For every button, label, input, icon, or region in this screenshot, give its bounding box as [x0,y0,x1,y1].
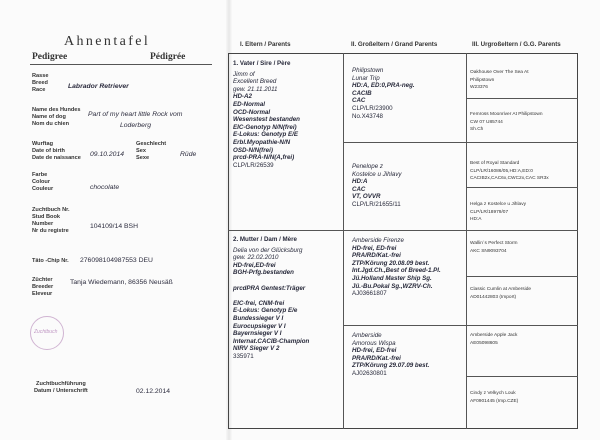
registry-signature-label: Zuchtbuchführung Datum / Unterschrift [34,381,88,394]
dam-health-line: HD-frei,ED-frei [233,261,276,269]
great-grandparent-line: Cindy z Velkych Louk [470,391,516,396]
grandparent-registration-line: AJ02630801 [352,369,387,377]
colour-value: chocolate [90,184,120,191]
great-grandparent-line: Helga z Kostelce u Jihlavy [470,202,526,207]
grandparent-cell [352,237,441,298]
sire-health-lines [233,93,300,161]
great-grandparent-line: Sh.Ch [470,127,484,133]
dam-health-line [233,292,309,300]
sire-health-line: prcd-PRA-N/N(A,frei) [233,154,295,162]
dam-health-line: BGH-Prfg.bestanden [233,269,294,277]
great-grandparent-line: Classic Cumlin at Amberside [470,287,532,292]
divider-ggp-5 [466,276,578,277]
breeder-label: Züchter Breeder Eleveur [32,277,54,297]
dog-name-value-line1: Part of my heart little Rock vom [88,111,183,118]
grandparent-title-line: Jü.-Bu.Pokal Sg.,WZRV-Ch. [352,282,433,290]
dam-health-line: EIC-frei, CNM-frei [233,299,285,307]
divider-grandparents-ggparents [466,53,467,429]
great-grandparent-cell [470,161,549,184]
chip-label: Täto -Chip Nr. [32,258,69,264]
great-grandparent-cell [470,112,543,135]
divider-gp-1 [343,142,578,143]
document-title: Ahnentafel [64,34,151,49]
header-grandparents: II. Großeltern / Grand Parents [351,41,438,48]
breeder-value: Tanja Wiedemann, 86356 Neusäß [70,279,173,286]
grandparent-title-line: Int.Jgd.Ch.,Best of Breed-1.Pl. [352,267,441,275]
great-grandparent-line: W23376 [470,85,488,91]
great-grandparent-line: CACIB2x,CAC6x,CWC2x,CAC SR3x [470,176,549,182]
great-grandparent-line: CW 07 U85744 [470,119,503,125]
divider-sire-dam [228,230,578,231]
great-grandparent-line: HD:A [470,217,482,223]
divider-ggp-1 [466,98,578,99]
great-grandparent-cell [470,202,526,225]
grandparent-name-line: Kostelce u Jihlavy [352,170,402,178]
grandparent-title-line: Jü.Holland Master Ship Sg. [352,274,432,282]
dam-health-line: Bundessieger V I [233,314,284,322]
dam-name-line: gew. 22.02.2010 [233,254,279,262]
pedigree-label-de: Pedigree [32,52,68,62]
grandparent-title-line: PRA/RD/Kat.-frei [352,354,401,362]
great-grandparent-cell [470,70,529,93]
dam-cell [233,236,309,361]
sire-name-lines [233,71,300,94]
chip-value: 276098104987553 DEU [80,257,153,264]
dog-name-label: Name des Hundes Name of dog Nom du chien [32,107,81,127]
grandparent-title-line: ZTP/Körung 20.08.09 best. [352,259,430,267]
dam-health-line: NIRV Sieger V 2 [233,345,280,353]
grandparent-title-line: HD:A [352,178,368,186]
sire-name-line: Excellent Breed [233,78,277,86]
dam-health-line: Bayernsieger V I [233,330,282,338]
dam-health-line [233,277,309,285]
grandparent-title-line: HD:A, ED:0,PRA-neg. [352,82,415,90]
birth-date-value: 09.10.2014 [90,151,125,158]
grandparent-cell [352,163,402,209]
sire-name-line: gew. 21.11.2011 [233,85,278,93]
sire-name-line: Jimm of [233,70,255,78]
grandparent-name-line: Philipstown [352,67,384,74]
registry-date-value: 02.12.2014 [136,388,171,395]
pedigree-label-fr: Pédigrée [150,52,186,62]
title-underline [30,64,212,65]
sire-health-line: Wesenstest bestanden [233,116,300,124]
great-grandparent-cell [470,391,518,406]
grandparent-name-line: Lunar Trip [352,74,380,82]
great-grandparent-line: AF0901445 (Imp.CZE) [470,398,519,404]
dog-name-value-line2: Loderberg [120,122,151,129]
divider-gp-3 [343,325,578,326]
great-grandparent-line: AKC SN9093704 [470,248,507,254]
great-grandparent-line: AD01442803 (Import) [470,294,517,300]
grandparent-registration-line: CLP/LR/21655/11 [352,200,401,208]
breed-club-stamp [30,316,64,350]
header-parents: I. Eltern / Parents [240,41,291,48]
header-ggparents: III. Urgroßeltern / G.G. Parents [472,41,561,48]
dam-registration: 335971 [233,352,254,360]
sire-health-line: EIC-Genotyp N/N(frei) [233,123,297,131]
dam-health-line: E-Lokus: Genotyp E/e [233,307,298,315]
birth-date-label: Wurftag Date of birth Date de naissance [32,141,81,161]
colour-label: Farbe Colour Couleur [32,172,54,192]
great-grandparent-cell [470,333,517,348]
great-grandparent-line: Amberside Apple Jack [470,333,518,338]
grandparent-title-line: CAC [352,97,366,105]
sire-health-line: OSD-N/N(frei) [233,146,273,154]
sire-cell [233,60,300,169]
great-grandparent-cell [470,287,531,302]
great-grandparent-line: Femross Moonriver At Philipstown [470,112,543,117]
studbook-value: 104109/14 BSH [90,223,138,230]
great-grandparent-line: Best of Royal Standard [470,161,520,166]
dam-name-lines [233,247,309,262]
grandparent-name-line: Amberside Firenze [352,237,404,244]
great-grandparent-line: CLP/LR/16086/05,HD:A,ED:0 [470,168,533,174]
dam-health-lines [233,262,309,353]
dam-health-line: prcdPRA Gentest:Träger [233,284,306,292]
sex-label: Geschlecht Sex Sexe [136,141,167,161]
grandparent-title-line: PRA/RD/Kat.-frei [352,252,401,260]
breed-value: Labrador Retriever [68,83,129,90]
sire-heading: 1. Vater / Sire / Père [233,60,291,67]
grandparent-title-line: CACIB [352,89,372,97]
dam-health-line: Eurocupsieger V I [233,322,286,330]
divider-ggp-7 [466,376,578,377]
grandparent-registration-line: No.X43748 [352,112,383,120]
sire-health-line: E-Lokus: Genotyp E/E [233,131,298,139]
studbook-label: Zuchtbuch Nr. Stud Book Number Nr du registre [32,207,70,234]
sire-registration: CLP/LR/26539 [233,161,274,169]
grandparent-name-line: Amberside [352,332,382,339]
grandparent-cell [352,332,429,378]
breed-label: Rasse Breed Race [32,73,49,93]
grandparent-title-line: VT, OVVR [352,193,381,201]
grandparent-name-line: Amorous Wispa [352,339,396,347]
great-grandparent-line: Wallin´s Perfect Storm [470,241,518,246]
sire-health-line: HD-A2 [233,93,252,101]
stamp-text: Zuchtbuch [34,329,58,335]
grandparent-registration-line: AJ03661807 [352,290,387,298]
great-grandparent-line: CLP/LR/18979/07 [470,209,509,215]
dam-heading: 2. Mutter / Dam / Mère [233,236,297,243]
grandparent-title-line: CAC [352,185,366,193]
dam-health-line: Internat.CACIB-Champion [233,337,310,345]
grandparent-registration-line: CLP/LR/23900 [352,104,393,112]
dam-name-line: Delia von der Glücksburg [233,246,303,254]
grandparent-title-line: ZTP/Körung 29.07.09 best. [352,362,430,370]
sire-health-line: OCD-Normal [233,108,271,116]
divider-ggp-3 [466,187,578,188]
great-grandparent-cell [470,241,518,256]
grandparent-name-line: Penelope z [352,163,383,170]
great-grandparent-line: Oakhouse Over The Sea At [470,70,529,75]
great-grandparent-line: Philipstown [470,77,495,83]
grandparent-title-line: HD-frei, ED-frei [352,244,397,252]
divider-parents-grandparents [343,53,344,429]
great-grandparent-line: AE05098605 [470,340,498,346]
sire-health-line: Erbl.Myopathie-N/N [233,138,291,146]
sex-value: Rüde [180,151,197,158]
grandparent-cell [352,67,415,120]
sire-health-line: ED-Normal [233,100,265,108]
grandparent-title-line: HD-frei, ED-frei [352,347,397,355]
